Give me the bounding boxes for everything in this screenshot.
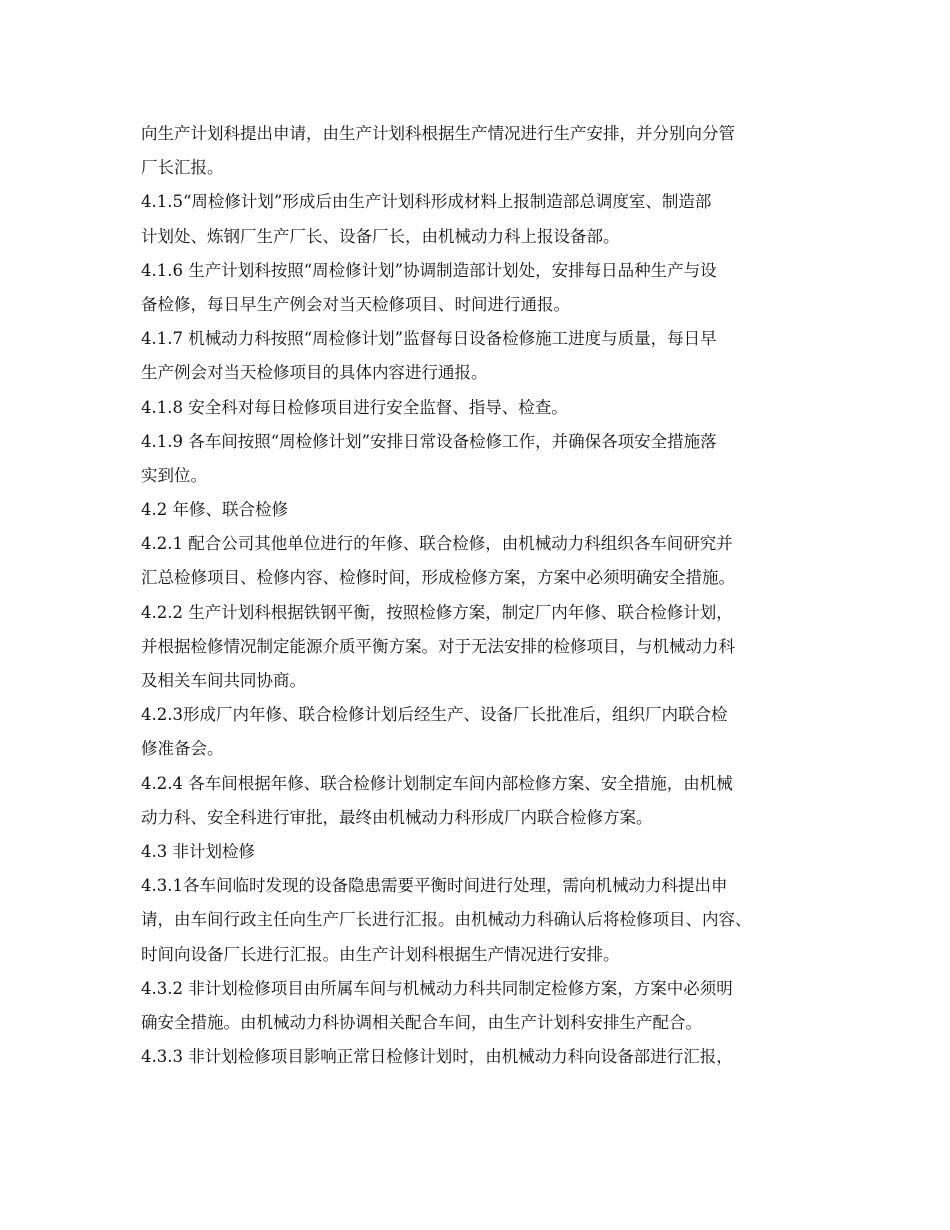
text-line: 请，由车间行政主任向生产厂长进行汇报。由机械动力科确认后将检修项目、内容、 [141,910,752,930]
section-4-3-heading: 4.3 非计划检修 [141,841,255,861]
section-4-2-1-line: 4.2.1 配合公司其他单位进行的年修、联合检修，由机械动力科组织各车间研究并 [141,534,733,554]
text-line: 并根据检修情况制定能源介质平衡方案。对于无法安排的检修项目，与机械动力科 [141,636,735,656]
text-line: 生产例会对当天检修项目的具体内容进行通报。 [141,363,488,383]
text-line: 动力科、安全科进行审批，最终由机械动力科形成厂内联合检修方案。 [141,807,653,827]
text-line: 时间向设备厂长进行汇报。由生产计划科根据生产情况进行安排。 [141,944,620,964]
text-line: 实到位。 [141,465,207,485]
section-4-1-9-line: 4.1.9 各车间按照“周检修计划”安排日常设备检修工作，并确保各项安全措施落 [141,431,717,451]
section-4-2-4-line: 4.2.4 各车间根据年修、联合检修计划制定车间内部检修方案、安全措施，由机械 [141,773,733,793]
section-4-3-3-line: 4.3.3 非计划检修项目影响正常日检修计划时，由机械动力科向设备部进行汇报， [141,1047,733,1067]
section-4-3-1-line: 4.3.1各车间临时发现的设备隐患需要平衡时间进行处理，需向机械动力科提出申 [141,876,728,896]
text-line: 及相关车间共同协商。 [141,671,306,690]
text-line: 向生产计划科提出申请，由生产计划科根据生产情况进行生产安排，并分别向分管 [141,124,735,143]
text-line: 确安全措施。由机械动力科协调相关配合车间，由生产计划科安排生产配合。 [141,1012,702,1032]
section-4-3-2-line: 4.3.2 非计划检修项目由所属车间与机械动力科共同制定检修方案，方案中必须明 [141,978,733,998]
section-4-1-5-line: 4.1.5“周检修计划”形成后由生产计划科形成材料上报制造部总调度室、制造部 [141,192,712,212]
text-line: 汇总检修项目、检修内容、检修时间，形成检修方案，方案中必须明确安全措施。 [141,568,735,588]
text-line: 厂长汇报。 [141,158,224,178]
text-line: 修准备会。 [141,739,224,759]
document-body [141,117,831,1074]
section-4-2-heading: 4.2 年修、联合检修 [141,500,288,520]
text-line: 备检修，每日早生产例会对当天检修项目、时间进行通报。 [141,294,570,314]
section-4-2-2-line: 4.2.2 生产计划科根据铁钢平衡，按照检修方案，制定厂内年修、联合检修计划， [141,602,733,622]
section-4-2-3-line: 4.2.3形成厂内年修、联合检修计划后经生产、设备厂长批准后，组织厂内联合检 [141,705,728,725]
section-4-1-7-line: 4.1.7 机械动力科按照“周检修计划”监督每日设备检修施工进度与质量，每日早 [141,329,717,349]
section-4-1-8-line: 4.1.8 安全科对每日检修项目进行安全监督、指导、检查。 [141,397,568,417]
text-line: 计划处、炼钢厂生产厂长、设备厂长，由机械动力科上报设备部。 [141,226,620,246]
section-4-1-6-line: 4.1.6 生产计划科按照“周检修计划”协调制造部计划处，安排每日品种生产与设 [141,260,717,280]
